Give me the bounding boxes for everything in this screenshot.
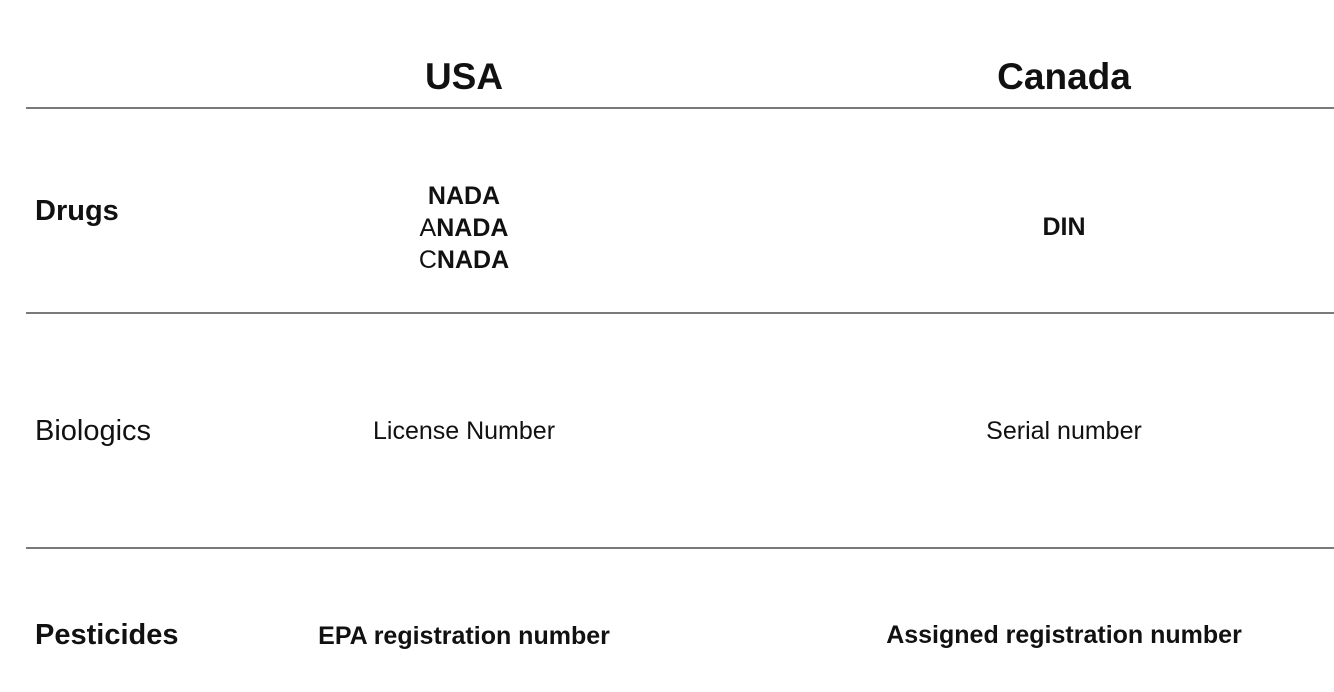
column-header-canada: Canada xyxy=(997,56,1131,97)
drug-code-line: NADA xyxy=(427,182,501,210)
row-label-pesticides: Pesticides xyxy=(35,619,179,651)
row-divider xyxy=(26,312,1334,314)
drug-code-line: ANADA xyxy=(419,214,509,242)
canada-pesticides-cell: Assigned registration number xyxy=(886,621,1242,649)
row-label-biologics: Biologics xyxy=(35,415,152,447)
row-label-drugs: Drugs xyxy=(35,195,119,227)
column-header-usa: USA xyxy=(424,56,504,97)
canada-drugs-cell: DIN xyxy=(1042,213,1086,241)
header-divider xyxy=(26,107,1334,109)
row-divider xyxy=(26,547,1334,549)
drug-code-line: CNADA xyxy=(418,246,510,274)
usa-pesticides-cell: EPA registration number xyxy=(318,622,610,650)
usa-drugs-cell xyxy=(419,180,509,276)
usa-biologics-cell: License Number xyxy=(372,417,556,445)
canada-biologics-cell: Serial number xyxy=(986,417,1142,445)
